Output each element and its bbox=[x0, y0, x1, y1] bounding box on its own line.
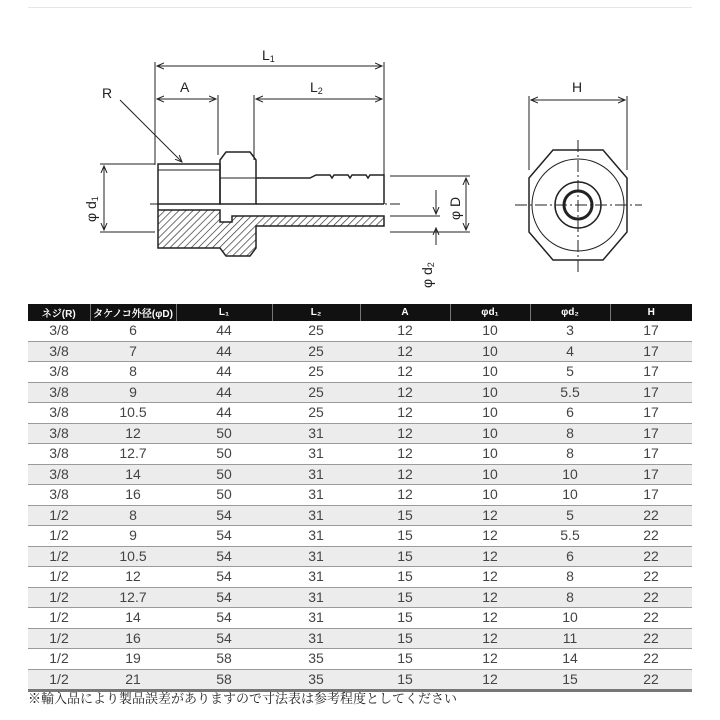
table-cell: 1/2 bbox=[28, 669, 90, 691]
table-cell: 7 bbox=[90, 341, 176, 362]
table-cell: 15 bbox=[360, 649, 450, 670]
table-cell: 1/2 bbox=[28, 505, 90, 526]
column-header: A bbox=[360, 304, 450, 321]
table-cell: 54 bbox=[176, 587, 272, 608]
label-d1: φ d1 bbox=[83, 196, 100, 222]
table-cell: 3/8 bbox=[28, 485, 90, 506]
table-cell: 17 bbox=[610, 485, 692, 506]
table-row bbox=[28, 444, 692, 465]
table-row bbox=[28, 321, 692, 341]
table-cell: 8 bbox=[90, 362, 176, 383]
table-row bbox=[28, 382, 692, 403]
table-cell: 10 bbox=[530, 485, 610, 506]
table-cell: 12 bbox=[360, 423, 450, 444]
table-cell: 54 bbox=[176, 546, 272, 567]
table-cell: 50 bbox=[176, 485, 272, 506]
table-cell: 10 bbox=[450, 464, 530, 485]
table-cell: 12 bbox=[450, 567, 530, 588]
table-cell: 15 bbox=[360, 669, 450, 691]
table-row bbox=[28, 649, 692, 670]
table-row bbox=[28, 526, 692, 547]
table-cell: 8 bbox=[90, 505, 176, 526]
table-row bbox=[28, 608, 692, 629]
table-cell: 31 bbox=[272, 485, 360, 506]
table-cell: 12 bbox=[360, 464, 450, 485]
table-header-row bbox=[28, 304, 692, 321]
table-cell: 4 bbox=[530, 341, 610, 362]
table-cell: 31 bbox=[272, 526, 360, 547]
table-cell: 10 bbox=[530, 608, 610, 629]
column-header: L₁ bbox=[176, 304, 272, 321]
table-cell: 50 bbox=[176, 464, 272, 485]
table-cell: 12 bbox=[360, 485, 450, 506]
table-cell: 31 bbox=[272, 505, 360, 526]
table-row bbox=[28, 546, 692, 567]
table-row bbox=[28, 505, 692, 526]
table-cell: 1/2 bbox=[28, 526, 90, 547]
table-cell: 1/2 bbox=[28, 546, 90, 567]
table-cell: 10 bbox=[450, 382, 530, 403]
table-cell: 11 bbox=[530, 628, 610, 649]
table-cell: 10.5 bbox=[90, 403, 176, 424]
column-header: タケノコ外径(φD) bbox=[90, 304, 176, 321]
table-cell: 15 bbox=[360, 526, 450, 547]
table-row bbox=[28, 341, 692, 362]
table-cell: 10 bbox=[530, 464, 610, 485]
table-cell: 14 bbox=[90, 608, 176, 629]
label-d2: φ d2 bbox=[419, 262, 436, 288]
table-cell: 12.7 bbox=[90, 444, 176, 465]
table-cell: 12 bbox=[450, 587, 530, 608]
table-cell: 1/2 bbox=[28, 567, 90, 588]
label-A: A bbox=[180, 79, 190, 95]
barb-section bbox=[256, 175, 384, 204]
column-header: H bbox=[610, 304, 692, 321]
table-cell: 19 bbox=[90, 649, 176, 670]
table-cell: 17 bbox=[610, 362, 692, 383]
table-cell: 12 bbox=[450, 628, 530, 649]
table-cell: 3/8 bbox=[28, 362, 90, 383]
label-L2: L2 bbox=[310, 79, 323, 96]
table-cell: 22 bbox=[610, 628, 692, 649]
table-cell: 44 bbox=[176, 382, 272, 403]
table-cell: 12 bbox=[450, 669, 530, 691]
table-cell: 31 bbox=[272, 608, 360, 629]
table-cell: 5.5 bbox=[530, 382, 610, 403]
table-cell: 21 bbox=[90, 669, 176, 691]
table-cell: 54 bbox=[176, 505, 272, 526]
table-cell: 44 bbox=[176, 362, 272, 383]
label-H: H bbox=[572, 79, 583, 95]
table-cell: 22 bbox=[610, 546, 692, 567]
table-cell: 54 bbox=[176, 526, 272, 547]
table-row bbox=[28, 362, 692, 383]
table-cell: 12 bbox=[360, 403, 450, 424]
table-cell: 12 bbox=[450, 649, 530, 670]
label-R: R bbox=[102, 85, 113, 101]
table-cell: 22 bbox=[610, 649, 692, 670]
table-cell: 10 bbox=[450, 403, 530, 424]
table-cell: 22 bbox=[610, 567, 692, 588]
table-cell: 58 bbox=[176, 669, 272, 691]
table-cell: 12.7 bbox=[90, 587, 176, 608]
column-header: φd₂ bbox=[530, 304, 610, 321]
table-cell: 8 bbox=[530, 587, 610, 608]
table-cell: 15 bbox=[360, 587, 450, 608]
table-cell: 35 bbox=[272, 669, 360, 691]
table-cell: 5.5 bbox=[530, 526, 610, 547]
table-cell: 6 bbox=[530, 403, 610, 424]
section-hatch bbox=[158, 204, 384, 256]
table-cell: 17 bbox=[610, 321, 692, 341]
table-cell: 54 bbox=[176, 628, 272, 649]
column-header: ネジ(R) bbox=[28, 304, 90, 321]
table-cell: 25 bbox=[272, 362, 360, 383]
table-cell: 12 bbox=[450, 608, 530, 629]
table-cell: 3/8 bbox=[28, 464, 90, 485]
table-cell: 16 bbox=[90, 485, 176, 506]
table-cell: 31 bbox=[272, 423, 360, 444]
table-row bbox=[28, 485, 692, 506]
disclaimer-note: ※輸入品により製品誤差がありますので寸法表は参考程度としてください bbox=[28, 691, 458, 706]
table-cell: 8 bbox=[530, 444, 610, 465]
table-cell: 10.5 bbox=[90, 546, 176, 567]
table-row bbox=[28, 628, 692, 649]
table-cell: 10 bbox=[450, 485, 530, 506]
table-cell: 9 bbox=[90, 526, 176, 547]
dimension-table bbox=[28, 304, 692, 692]
table-cell: 25 bbox=[272, 403, 360, 424]
table-cell: 1/2 bbox=[28, 608, 90, 629]
table-cell: 17 bbox=[610, 382, 692, 403]
table-row bbox=[28, 403, 692, 424]
table-cell: 9 bbox=[90, 382, 176, 403]
table-cell: 15 bbox=[360, 567, 450, 588]
table-row bbox=[28, 423, 692, 444]
table-cell: 44 bbox=[176, 341, 272, 362]
table-cell: 15 bbox=[360, 546, 450, 567]
table-cell: 12 bbox=[450, 546, 530, 567]
table-cell: 22 bbox=[610, 608, 692, 629]
table-body bbox=[28, 321, 692, 691]
table-cell: 25 bbox=[272, 341, 360, 362]
table-cell: 12 bbox=[450, 526, 530, 547]
table-cell: 22 bbox=[610, 587, 692, 608]
table-cell: 22 bbox=[610, 669, 692, 691]
table-cell: 15 bbox=[360, 628, 450, 649]
table-cell: 14 bbox=[90, 464, 176, 485]
table-cell: 10 bbox=[450, 423, 530, 444]
table-cell: 17 bbox=[610, 444, 692, 465]
table-cell: 10 bbox=[450, 341, 530, 362]
table-row bbox=[28, 587, 692, 608]
table-row bbox=[28, 464, 692, 485]
table-cell: 3/8 bbox=[28, 403, 90, 424]
table-row bbox=[28, 567, 692, 588]
table-cell: 35 bbox=[272, 649, 360, 670]
table-cell: 12 bbox=[450, 505, 530, 526]
table-cell: 17 bbox=[610, 423, 692, 444]
table-cell: 8 bbox=[530, 423, 610, 444]
table-cell: 31 bbox=[272, 444, 360, 465]
table-cell: 12 bbox=[360, 321, 450, 341]
table-cell: 58 bbox=[176, 649, 272, 670]
table-cell: 10 bbox=[450, 362, 530, 383]
table-cell: 6 bbox=[530, 546, 610, 567]
table-cell: 15 bbox=[530, 669, 610, 691]
table-cell: 8 bbox=[530, 567, 610, 588]
table-cell: 3/8 bbox=[28, 423, 90, 444]
table-cell: 12 bbox=[90, 567, 176, 588]
table-cell: 50 bbox=[176, 423, 272, 444]
table-cell: 25 bbox=[272, 382, 360, 403]
table-cell: 12 bbox=[360, 444, 450, 465]
label-L1: L1 bbox=[262, 47, 275, 64]
table-cell: 31 bbox=[272, 587, 360, 608]
table-cell: 31 bbox=[272, 464, 360, 485]
table-cell: 12 bbox=[90, 423, 176, 444]
table-cell: 3 bbox=[530, 321, 610, 341]
table-cell: 16 bbox=[90, 628, 176, 649]
fitting-dimension-drawing bbox=[0, 0, 720, 300]
table-cell: 44 bbox=[176, 403, 272, 424]
table-cell: 12 bbox=[360, 382, 450, 403]
table-cell: 25 bbox=[272, 321, 360, 341]
table-cell: 17 bbox=[610, 341, 692, 362]
column-header: L₂ bbox=[272, 304, 360, 321]
column-header: φd₁ bbox=[450, 304, 530, 321]
table-cell: 22 bbox=[610, 526, 692, 547]
table-cell: 10 bbox=[450, 321, 530, 341]
table-cell: 14 bbox=[530, 649, 610, 670]
table-cell: 44 bbox=[176, 321, 272, 341]
label-D: φ D bbox=[447, 196, 463, 220]
table-cell: 54 bbox=[176, 567, 272, 588]
table-cell: 54 bbox=[176, 608, 272, 629]
table-cell: 1/2 bbox=[28, 628, 90, 649]
table-cell: 31 bbox=[272, 567, 360, 588]
table-cell: 3/8 bbox=[28, 444, 90, 465]
table-cell: 31 bbox=[272, 628, 360, 649]
table-cell: 10 bbox=[450, 444, 530, 465]
table-cell: 12 bbox=[360, 341, 450, 362]
table-cell: 6 bbox=[90, 321, 176, 341]
table-cell: 3/8 bbox=[28, 382, 90, 403]
table-cell: 22 bbox=[610, 505, 692, 526]
table-cell: 1/2 bbox=[28, 587, 90, 608]
table-cell: 3/8 bbox=[28, 341, 90, 362]
table-cell: 15 bbox=[360, 608, 450, 629]
table-cell: 31 bbox=[272, 546, 360, 567]
table-cell: 5 bbox=[530, 362, 610, 383]
table-cell: 17 bbox=[610, 403, 692, 424]
table-cell: 15 bbox=[360, 505, 450, 526]
table-cell: 12 bbox=[360, 362, 450, 383]
table-cell: 5 bbox=[530, 505, 610, 526]
table-cell: 17 bbox=[610, 464, 692, 485]
table-cell: 50 bbox=[176, 444, 272, 465]
table-cell: 3/8 bbox=[28, 321, 90, 341]
table-cell: 1/2 bbox=[28, 649, 90, 670]
